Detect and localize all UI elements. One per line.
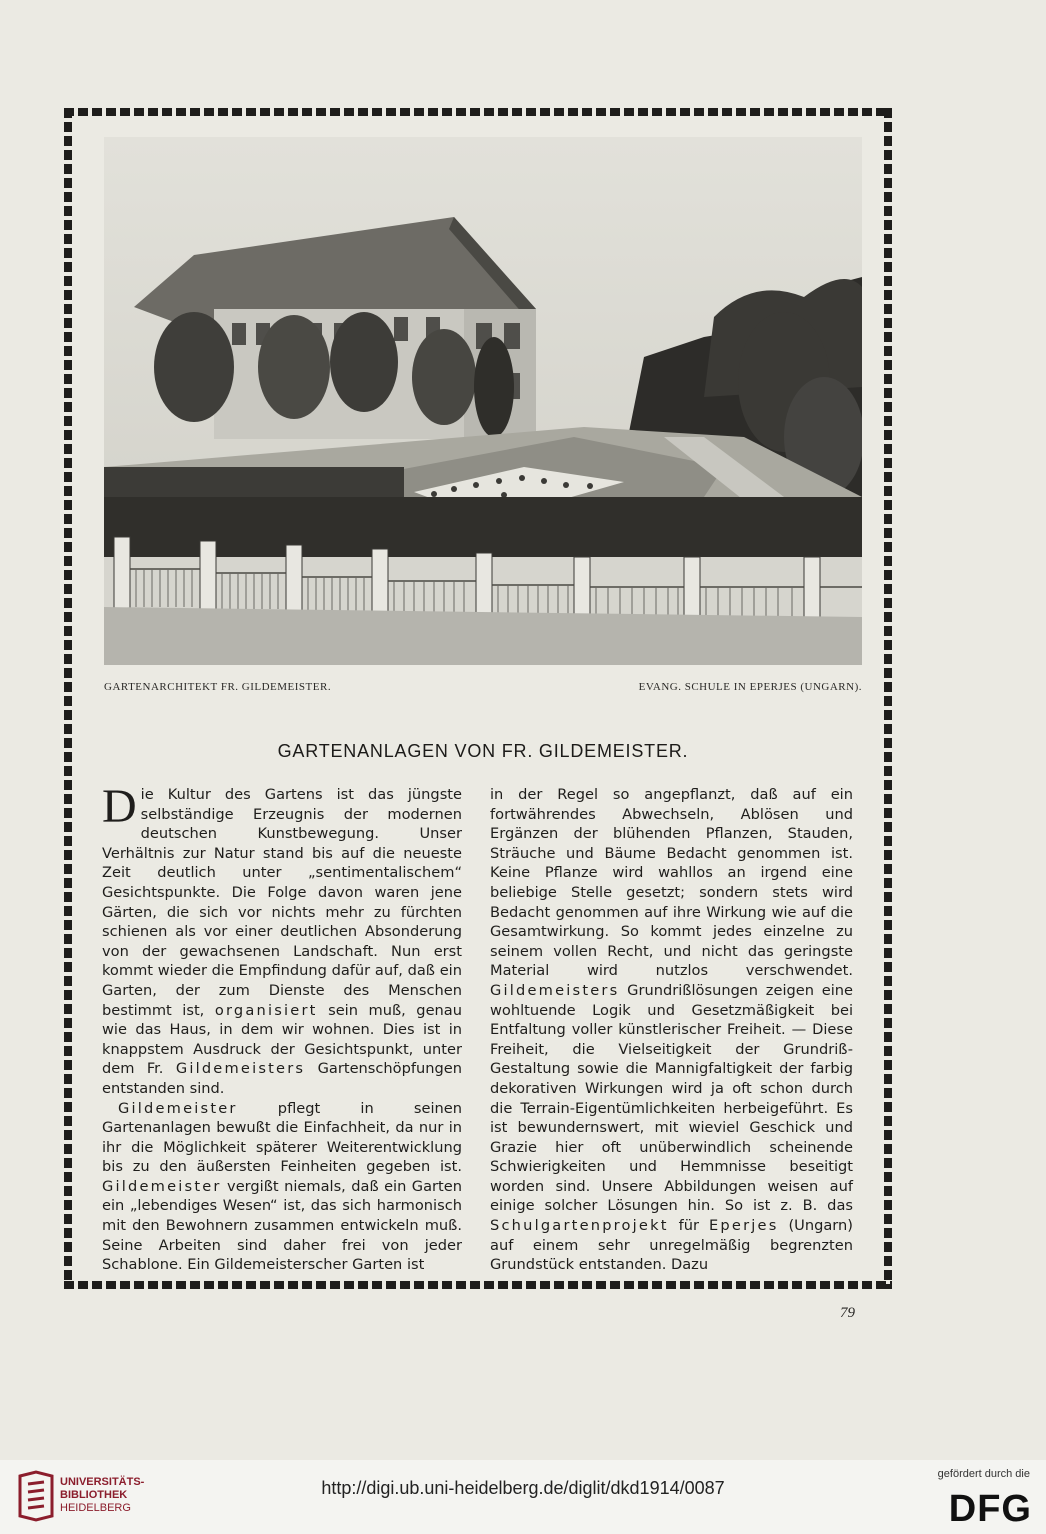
text-column-right (490, 785, 853, 1275)
photo-caption-location: EVANG. SCHULE IN EPERJES (UNGARN). (638, 681, 862, 693)
permalink[interactable]: http://digi.ub.uni-heidelberg.de/diglit/dkd1914/0087 (321, 1478, 725, 1498)
paragraph (102, 1099, 462, 1275)
text-run: Gartenschöpfungen entstanden sind. (102, 1060, 462, 1097)
text-run: vergißt niemals, daß ein Garten ein „lebendiges Wesen“ ist, das sich harmonisch mit den Bewohnern zusammen entwickeln muß. Seine Arbeiten sind daher frei von jeder Schablone. Ein Gildemeisterscher Garten ist (102, 1177, 462, 1274)
emphasized-text: Schulgartenprojekt (490, 1217, 669, 1235)
text-column-left (102, 780, 462, 1275)
dashed-border-top (64, 108, 892, 116)
text-run: pflegt in seinen Gartenanlagen bewußt die Einfachheit, da nur in ihr die Möglichkeit späterer Weiterentwicklung bis zu den äußersten Feinheiten gegeben ist. (102, 1099, 462, 1176)
garden-photograph (104, 137, 862, 665)
emphasized-text: Eperjes (709, 1217, 779, 1235)
page-number: 79 (840, 1305, 855, 1321)
funding-label: gefördert durch die (937, 1468, 1030, 1480)
paragraph (102, 780, 462, 1099)
emphasized-name: Gildemeister (102, 1177, 222, 1195)
text-run: für (668, 1217, 709, 1235)
dashed-border-left (64, 108, 72, 1289)
dashed-border-right (884, 108, 892, 1289)
text-run: (Ungarn) auf einem sehr unregelmäßig begrenzten Grundstück entstanden. Dazu (490, 1217, 853, 1274)
dashed-border-bottom (64, 1281, 892, 1289)
dfg-logo: DFG (948, 1488, 1032, 1530)
emphasized-name: Gildemeisters (175, 1060, 306, 1078)
emphasized-name: Gildemeister (118, 1099, 238, 1117)
emphasized-name: Gildemeisters (490, 981, 620, 999)
text-run: ie Kultur des Gartens ist das jüngste selbständige Erzeugnis der modernen deutschen Kunstbewegung. Unser Verhältnis zur Natur stand bis auf die neueste Zeit deutlich unter „sentimentalischem“ Gesichtspunkte. Die Folge davon waren jene Gärten, die sich vor nichts mehr zu fürchten schienen als vor einer deutlichen Absonderung von der gewachsenen Landschaft. Nun erst kommt wieder die Empfindung dafür auf, daß ein Garten, der zum Dienste des Menschen bestimmt ist, (102, 786, 462, 1019)
article-title: GARTENANLAGEN VON FR. GILDEMEISTER. (277, 741, 689, 761)
photo-caption-architect: GARTENARCHITEKT FR. GILDEMEISTER. (104, 681, 332, 693)
drop-cap: D (102, 780, 137, 833)
library-name-line: HEIDELBERG (60, 1502, 131, 1514)
text-run: Grundrißlösungen zeigen eine wohltuende Logik und Gesetzmäßigkeit bei Entfaltung voller künstlerischer Freiheit. — Diese Freiheit, die Vielseitigkeit der Grundriß-Gestaltung sowie die Mannigfaltigkeit der farbig dekorativen Wirkungen wird ja oft schon durch die Terrain-Eigentümlichkeiten herbeigeführt. Es ist bewundernswert, mit wieviel Geschick und Grazie hier oft unüberwindlich scheinende Schwierigkeiten und Hemmnisse beseitigt worden sind. Unsere Abbildungen weisen auf einige solcher Lösungen hin. So ist z. B. das (490, 981, 853, 1215)
library-name-line: UNIVERSITÄTS- (60, 1476, 145, 1488)
library-name-line: BIBLIOTHEK (60, 1489, 128, 1501)
paragraph (490, 785, 853, 1275)
emphasized-text: organisiert (214, 1001, 318, 1019)
text-run: in der Regel so angepflanzt, daß auf ein fortwährendes Abwechseln, Ablösen und Ergänzen der blühenden Pflanzen, Stauden, Sträuche und Bäume Bedacht genommen ist. Keine Pflanze wird wahllos an irgend eine beliebige Stelle gesetzt; sondern stets wird Bedacht genommen auf ihre Wirkung wie auf die Gesamtwirkung. So kommt jedes einzelne zu seinem vollen Recht, und nicht das geringste Material wird nutzlos verschwendet. (490, 786, 853, 980)
text-run: sein muß, genau wie das Haus, in dem wir wohnen. Dies ist in knappstem Ausdruck der Gesichtspunkt, unter dem Fr. (102, 1001, 462, 1078)
